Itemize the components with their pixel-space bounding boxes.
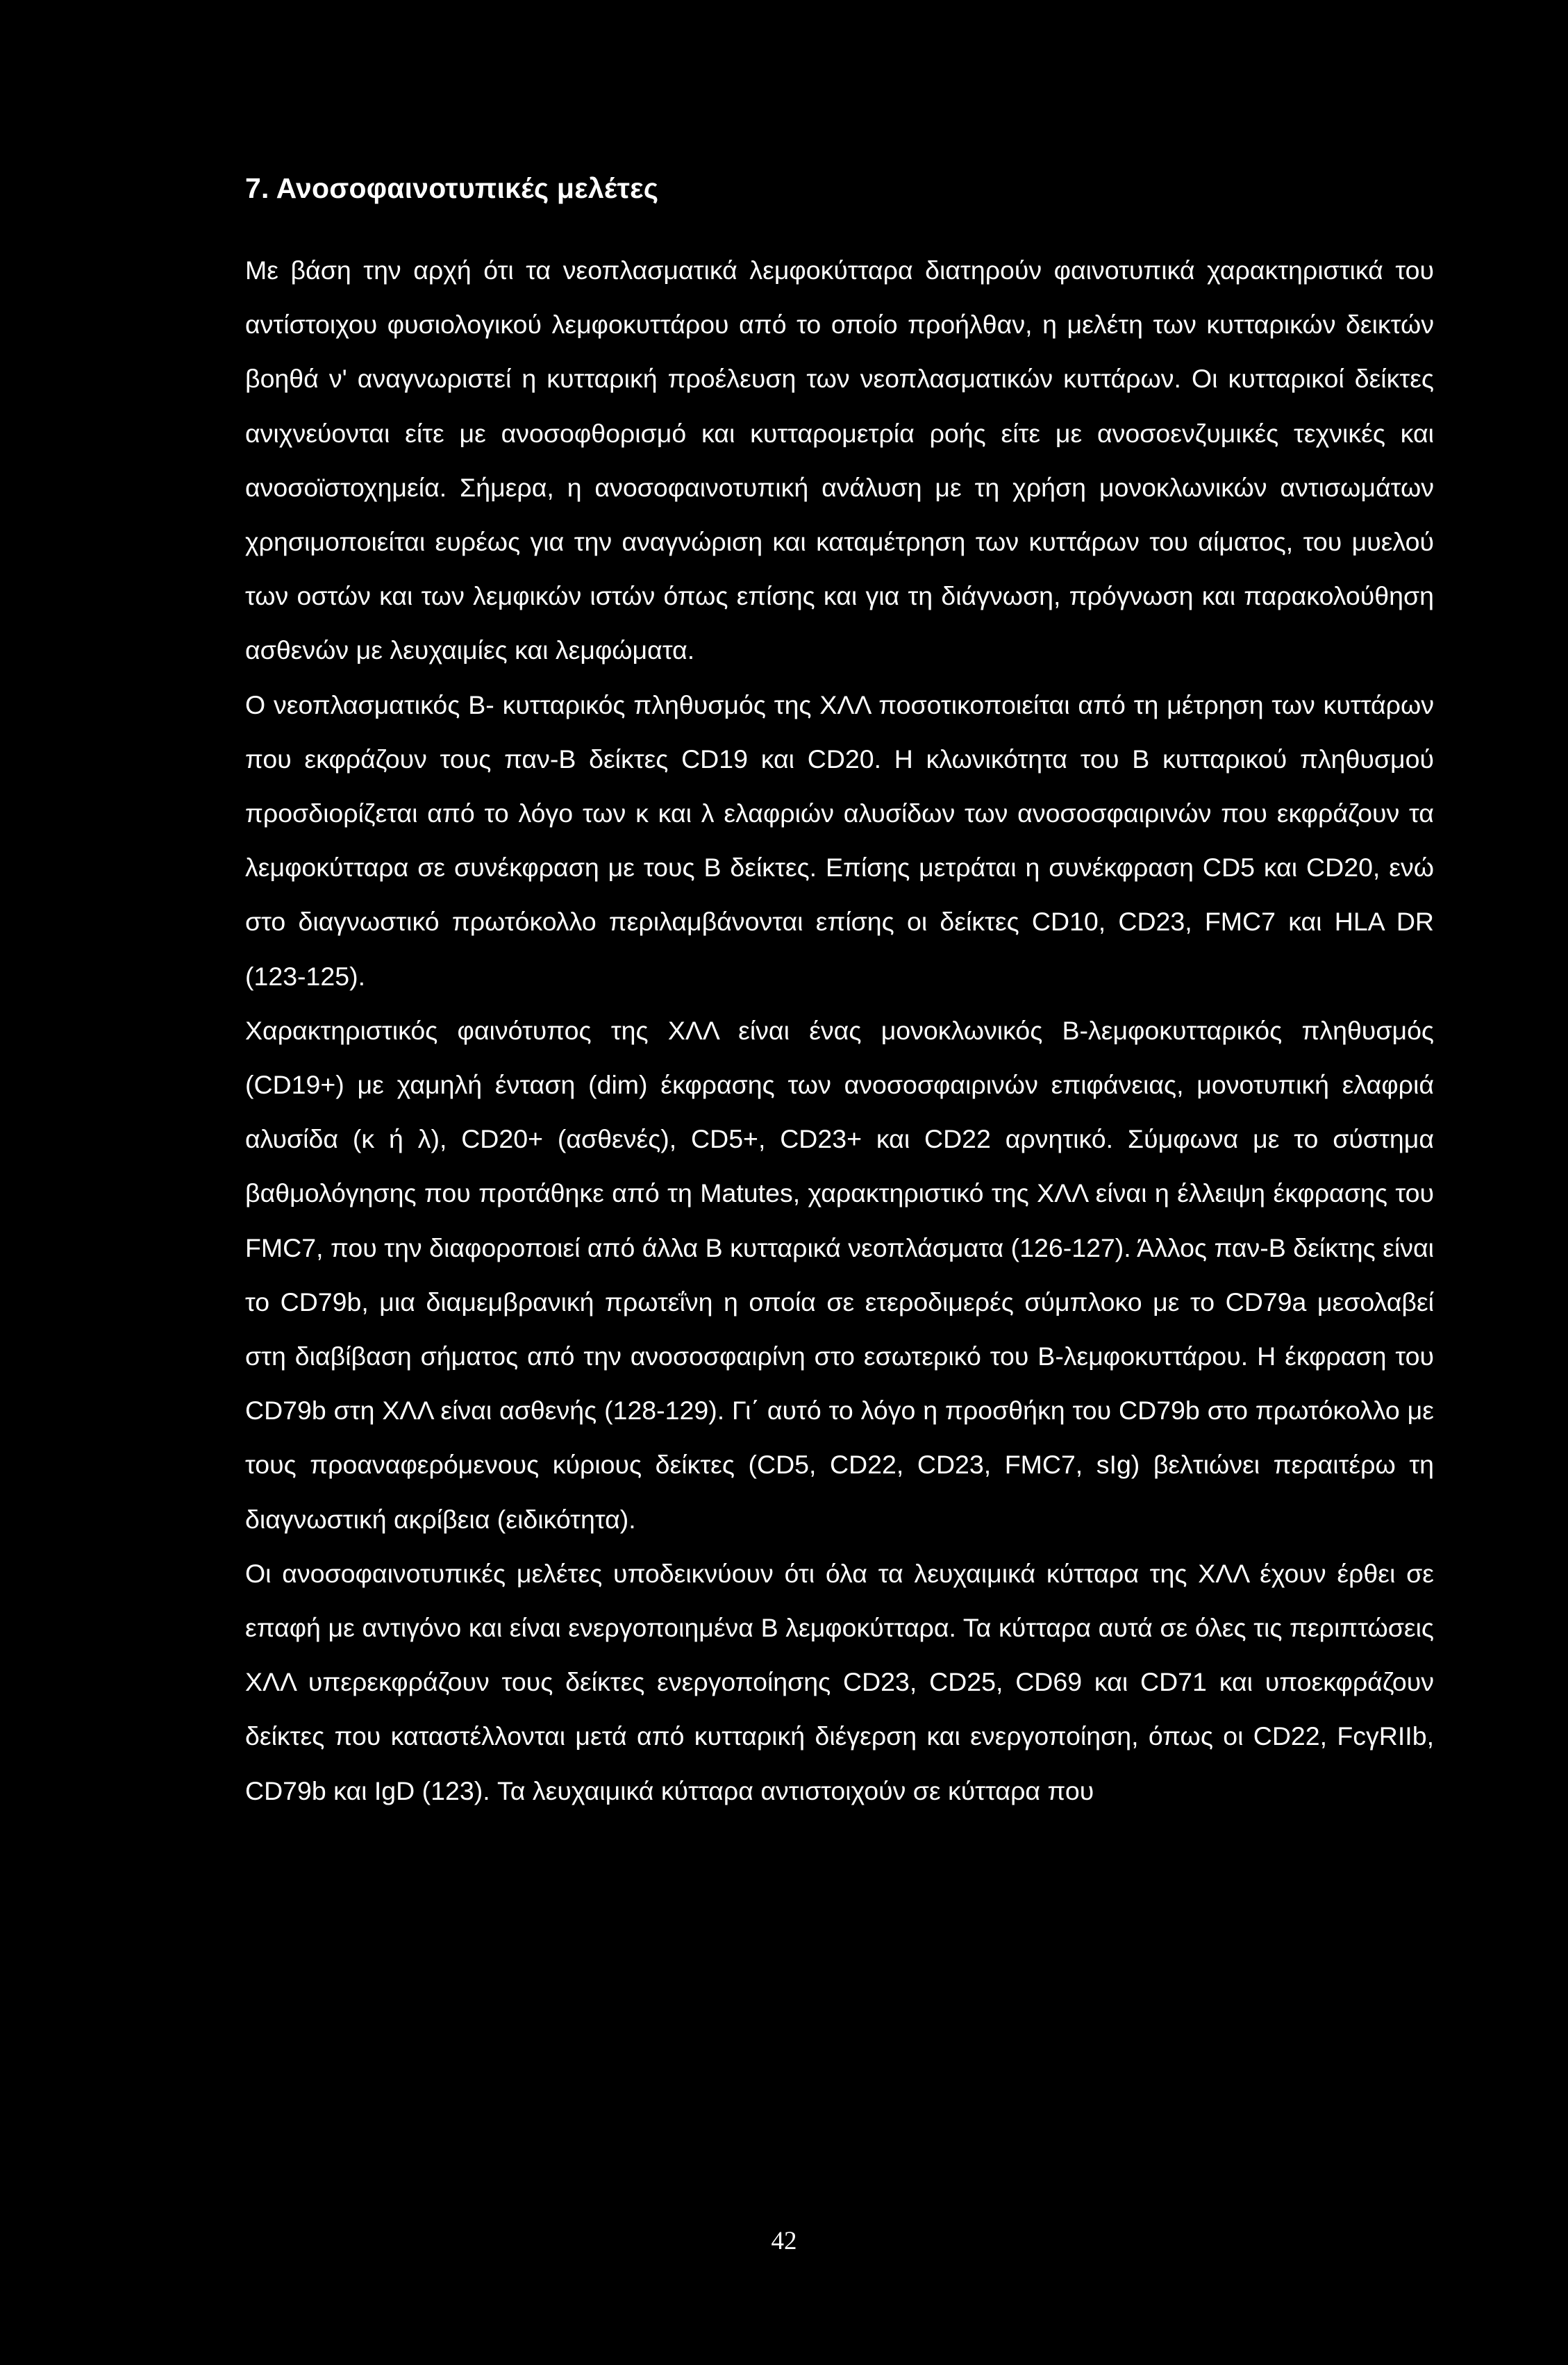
paragraph-activation-markers: Οι ανοσοφαινοτυπικές μελέτες υποδεικνύουν ότι όλα τα λευχαιμικά κύτταρα της ΧΛΛ έχουν έρθει σε επαφή με αντιγόνο και είναι ενεργοποιημένα Β λεμφοκύτταρα. Τα κύτταρα αυτά σε όλες τις περιπτώσεις ΧΛΛ υπερεκφράζουν τους δείκτες ενεργοποίησης CD23, CD25, CD69 και CD71 και υποεκφράζουν δείκτες που καταστέλλονται μετά από κυτταρική διέγερση και ενεργοποίηση, όπως οι CD22, FcγRIIb, CD79b και IgD (123). Τα λευχαιμικά κύτταρα αντιστοιχούν σε κύτταρα που	[245, 1558, 1434, 1805]
body-text	[245, 243, 1434, 1818]
paragraph-immunophenotyping-intro: Με βάση την αρχή ότι τα νεοπλασματικά λεμφοκύτταρα διατηρούν φαινοτυπικά χαρακτηριστικά του αντίστοιχου φυσιολογικού λεμφοκυττάρου από το οποίο προήλθαν, η μελέτη των κυτταρικών δεικτών βοηθά ν' αναγνωριστεί η κυτταρική προέλευση των νεοπλασματικών κυττάρων. Οι κυτταρικοί δείκτες ανιχνεύονται είτε με ανοσοφθορισμό και κυτταρομετρία ροής είτε με ανοσοενζυμικές τεχνικές και ανοσοϊστοχημεία. Σήμερα, η ανοσοφαινοτυπική ανάλυση με τη χρήση μονοκλωνικών αντισωμάτων χρησιμοποιείται ευρέως για την αναγνώριση και καταμέτρηση των κυττάρων του αίματος, του μυελού των οστών και των λεμφικών ιστών όπως επίσης και για τη διάγνωση, πρόγνωση και παρακολούθηση ασθενών με λευχαιμίες και λεμφώματα.	[245, 256, 1434, 665]
paragraph-characteristic-phenotype: Χαρακτηριστικός φαινότυπος της ΧΛΛ είναι ένας μονοκλωνικός Β-λεμφοκυτταρικός πληθυσμός (CD19+) με χαμηλή ένταση (dim) έκφρασης των ανοσοσφαιρινών επιφάνειας, μονοτυπική ελαφριά αλυσίδα (κ ή λ), CD20+ (ασθενές), CD5+, CD23+ και CD22 αρνητικό. Σύμφωνα με το σύστημα βαθμολόγησης που προτάθηκε από τη Matutes, χαρακτηριστικό της ΧΛΛ είναι η έλλειψη έκφρασης του FMC7, που την διαφοροποιεί από άλλα Β κυτταρικά νεοπλάσματα (126-127). Άλλος παν-Β δείκτης είναι το CD79b, μια διαμεμβρανική πρωτεΐνη η οποία σε ετεροδιμερές σύμπλοκο με το CD79a μεσολαβεί στη διαβίβαση σήματος από την ανοσοσφαιρίνη στο εσωτερικό του Β-λεμφοκυττάρου. Η έκφραση του CD79b στη ΧΛΛ είναι ασθενής (128-129). Γι΄ αυτό το λόγο η προσθήκη του CD79b στο πρωτόκολλο με τους προαναφερόμενους κύριους δείκτες (CD5, CD22, CD23, FMC7, sIg) βελτιώνει περαιτέρω τη διαγνωστική ακρίβεια (ειδικότητα).	[245, 1015, 1434, 1534]
page-number: 42	[771, 2227, 797, 2255]
section-heading: 7. Ανοσοφαινοτυπικές μελέτες	[245, 172, 659, 204]
paragraph-b-cell-population: Ο νεοπλασματικός Β- κυτταρικός πληθυσμός της ΧΛΛ ποσοτικοποιείται από τη μέτρηση των κυττάρων που εκφράζουν τους παν-Β δείκτες CD19 και CD20. Η κλωνικότητα του Β κυτταρικού πληθυσμού προσδιορίζεται από το λόγο των κ και λ ελαφριών αλυσίδων των ανοσοσφαιρινών που εκφράζουν τα λεμφοκύτταρα σε συνέκφραση με τους Β δείκτες. Επίσης μετράται η συνέκφραση CD5 και CD20, ενώ στο διαγνωστικό πρωτόκολλο περιλαμβάνονται επίσης οι δείκτες CD10, CD23, FMC7 και HLA DR (123-125).	[245, 690, 1434, 991]
